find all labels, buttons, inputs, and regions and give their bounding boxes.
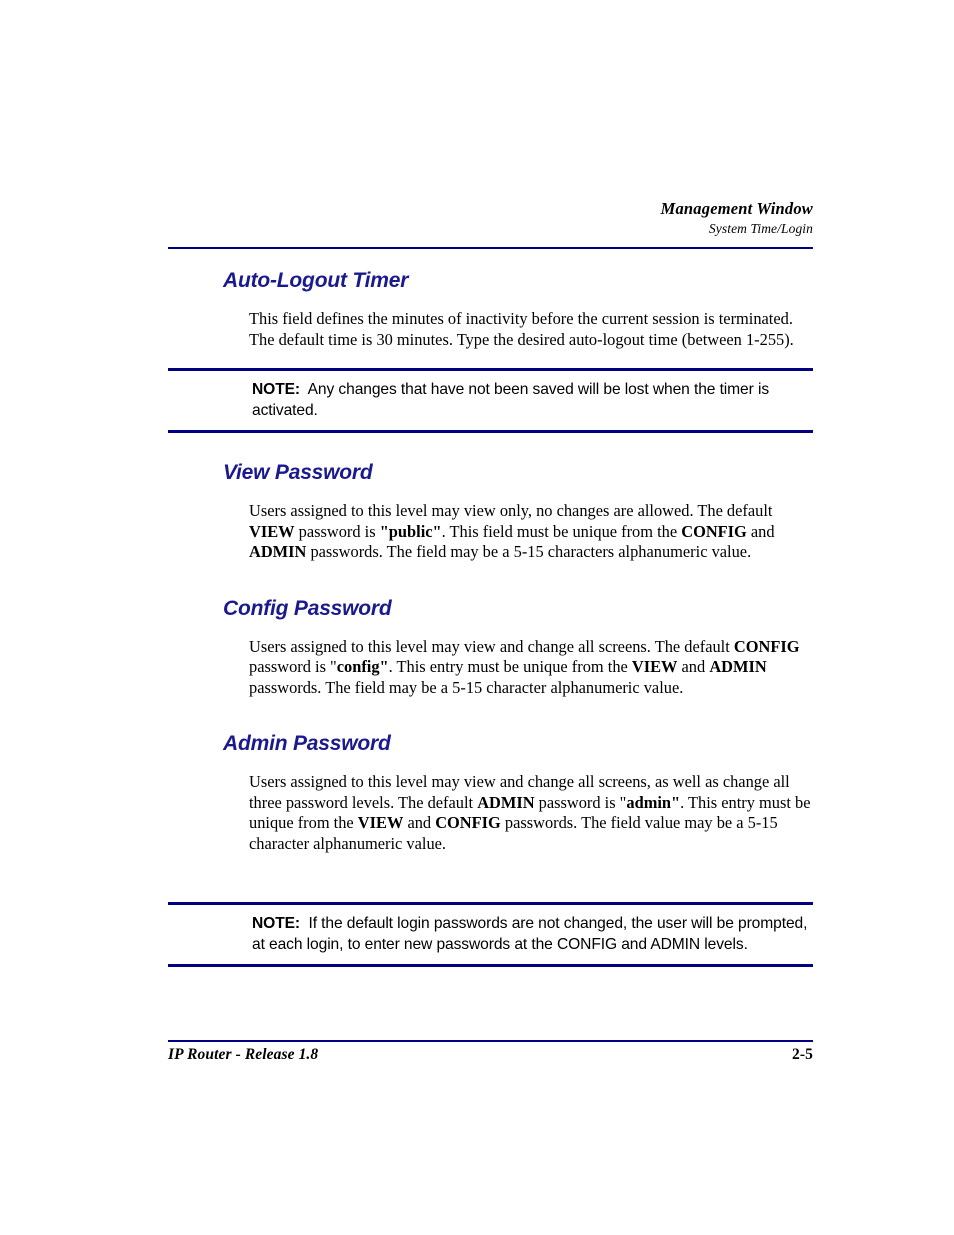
plain-text: passwords. The field value may be a 5-15 character alphanumeric value.	[249, 813, 778, 853]
spacer	[0, 854, 954, 902]
plain-text: Users assigned to this level may view only, no changes are allowed. The default	[249, 501, 773, 520]
emphasis-text: CONFIG	[681, 521, 747, 541]
plain-text: Users assigned to this level may view and change all screens. The default	[249, 636, 734, 656]
spacer	[0, 433, 954, 460]
running-header-subtitle: System Time/Login	[708, 221, 813, 236]
plain-text: and	[677, 657, 710, 676]
section-heading-view-password: View Password	[223, 461, 373, 484]
plain-text: password is	[294, 521, 380, 541]
spacer	[0, 563, 954, 596]
section-heading-admin-password: Admin Password	[223, 732, 391, 755]
emphasis-text: CONFIG	[733, 636, 800, 656]
note-label: NOTE:	[252, 381, 301, 398]
emphasis-text: "public"	[379, 521, 442, 541]
emphasis-text: CONFIG	[435, 813, 501, 832]
document-body	[0, 268, 954, 967]
section-paragraph-admin-password	[0, 772, 815, 854]
section-paragraph-config-password	[0, 637, 815, 699]
section-paragraph-auto-logout-timer: This field defines the minutes of inactivity before the current session is terminated. The default time is 30 minutes. Type the desired auto-logout time (between 1-255).	[249, 309, 794, 349]
emphasis-text: VIEW	[357, 813, 404, 832]
plain-text: and	[746, 521, 775, 541]
note-paragraph	[252, 380, 814, 421]
emphasis-text: admin"	[626, 792, 681, 812]
note-box-default-passwords	[0, 902, 954, 967]
emphasis-text: ADMIN	[709, 657, 767, 676]
header-rule	[168, 247, 813, 249]
footer-page-number: 2-5	[792, 1046, 813, 1063]
note-text: If the default login passwords are not changed, the user will be prompted, at each login, to enter new passwords at the CONFIG and ADMIN levels.	[252, 915, 808, 953]
emphasis-text: ADMIN	[249, 542, 307, 561]
note-rule-bottom	[168, 430, 813, 433]
plain-text: passwords. The field may be a 5-15 characters alphanumeric value.	[306, 542, 752, 561]
emphasis-text: VIEW	[249, 521, 295, 541]
note-box-auto-logout	[0, 368, 954, 433]
running-header-title: Management Window	[660, 199, 813, 218]
note-paragraph	[252, 914, 814, 955]
note-text: Any changes that have not been saved will be lost when the timer is activated.	[252, 381, 770, 419]
spacer	[0, 622, 954, 637]
spacer	[0, 486, 954, 501]
plain-text: password is "	[249, 657, 337, 676]
plain-text: password is "	[534, 792, 627, 812]
plain-text: Users assigned to this level may view and change all screens, as well as change all three password levels. The default	[249, 772, 790, 812]
spacer	[0, 757, 954, 772]
plain-text: . This entry must be unique from the	[249, 792, 811, 832]
section-heading-config-password: Config Password	[223, 596, 392, 620]
page-footer	[168, 1046, 813, 1070]
emphasis-text: config"	[336, 657, 389, 676]
plain-text: . This field must be unique from the	[441, 521, 682, 541]
spacer	[0, 698, 954, 731]
plain-text: and	[403, 813, 436, 832]
note-rule-bottom	[168, 964, 813, 967]
section-paragraph-view-password	[0, 501, 815, 563]
emphasis-text: VIEW	[631, 657, 678, 676]
plain-text: passwords. The field may be a 5-15 character alphanumeric value.	[249, 677, 684, 697]
note-label: NOTE:	[252, 915, 301, 932]
plain-text: . This entry must be unique from the	[388, 657, 632, 676]
note-content	[0, 371, 814, 430]
section-heading-auto-logout-timer: Auto-Logout Timer	[223, 269, 409, 292]
footer-rule	[168, 1040, 813, 1042]
note-content	[0, 905, 814, 964]
spacer	[0, 350, 954, 368]
spacer	[0, 294, 954, 309]
emphasis-text: ADMIN	[477, 792, 535, 812]
footer-document-title: IP Router - Release 1.8	[168, 1046, 319, 1063]
running-header	[168, 198, 813, 238]
